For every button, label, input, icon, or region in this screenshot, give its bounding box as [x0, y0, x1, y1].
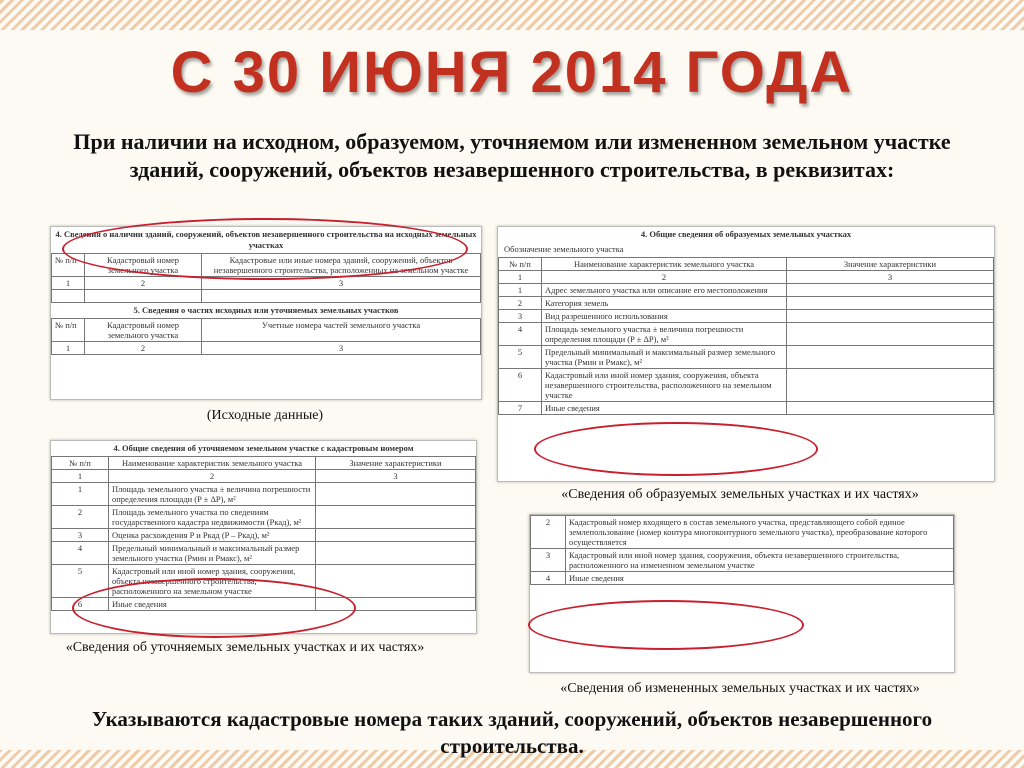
row-number: 4	[499, 323, 542, 346]
row-number: 6	[499, 369, 542, 402]
doc1-col-parts: Учетные номера частей земельного участка	[202, 319, 481, 342]
row-number: 1	[52, 483, 109, 506]
doc2-table	[498, 257, 994, 415]
table-row	[531, 572, 954, 585]
doc1-col-other-numbers: Кадастровые или иные номера зданий, сооружений, объектов незавершенного строительства, расположенных на земельном участке	[202, 254, 481, 277]
table-row	[52, 529, 476, 542]
doc1-cell: 1	[52, 277, 85, 290]
row-value	[316, 529, 476, 542]
table-row	[52, 506, 476, 529]
doc2-cell: 2	[542, 271, 787, 284]
doc2-col-name: Наименование характеристик земельного участка	[542, 258, 787, 271]
doc1-cell: 2	[85, 342, 202, 355]
table-row	[499, 284, 994, 297]
table-row	[499, 346, 994, 369]
row-number: 2	[52, 506, 109, 529]
changed-plots-document	[529, 514, 955, 673]
doc1-cell: 3	[202, 277, 481, 290]
row-number: 2	[499, 297, 542, 310]
doc1-col-num: № п/п	[52, 319, 85, 342]
table-row	[531, 516, 954, 549]
row-number: 4	[531, 572, 566, 585]
doc1-table-parts	[51, 318, 481, 355]
doc2-cell: 3	[787, 271, 994, 284]
row-number: 5	[52, 565, 109, 598]
caption-refined-plots: «Сведения об уточняемых земельных участках и их частях»	[65, 640, 425, 655]
table-row	[499, 402, 994, 415]
table-row	[52, 483, 476, 506]
row-value	[316, 483, 476, 506]
row-characteristic: Площадь земельного участка ± величина погрешности определения площади (P ± ΔP), м²	[109, 483, 316, 506]
doc1-col-cadastral: Кадастровый номер земельного участка	[85, 319, 202, 342]
doc1-section5-title: 5. Сведения о частях исходных или уточняемых земельных участков	[133, 305, 399, 315]
row-value	[787, 346, 994, 369]
row-value	[316, 506, 476, 529]
slide-title: С 30 ИЮНЯ 2014 ГОДА	[170, 40, 854, 105]
highlight-ellipse	[62, 218, 468, 280]
doc1-col-cadastral: Кадастровый номер земельного участка	[85, 254, 202, 277]
row-characteristic: Категория земель	[542, 297, 787, 310]
highlight-ellipse	[72, 578, 356, 638]
table-row	[499, 323, 994, 346]
table-row	[499, 369, 994, 402]
row-number: 3	[499, 310, 542, 323]
caption-changed-plots: «Сведения об измененных земельных участках и их частях»	[560, 681, 920, 696]
caption-formed-plots: «Сведения об образуемых земельных участках и их частях»	[561, 487, 919, 502]
doc1-col-num: № п/п	[52, 254, 85, 277]
table-row	[499, 297, 994, 310]
row-number: 1	[499, 284, 542, 297]
row-characteristic: Адрес земельного участка или описание его местоположения	[542, 284, 787, 297]
row-value	[316, 565, 476, 598]
doc3-col-num: № п/п	[52, 457, 109, 470]
row-characteristic: Оценка расхождения P и Pкад (P – Pкад), м²	[109, 529, 316, 542]
intro-text: При наличии на исходном, образуемом, уточняемом или измененном земельном участке зданий, сооружений, объектов незавершенного строительства, в реквизитах:	[73, 129, 951, 182]
row-number: 3	[531, 549, 566, 572]
row-characteristic: Площадь земельного участка ± величина погрешности определения площади (P ± ΔP), м²	[542, 323, 787, 346]
doc2-title: 4. Общие сведения об образуемых земельных участках	[640, 229, 852, 239]
row-characteristic: Кадастровый или иной номер здания, сооружения, объекта незавершенного строительства, расположенного на земельном участке	[542, 369, 787, 402]
row-number: 3	[52, 529, 109, 542]
doc2-cell: 1	[499, 271, 542, 284]
doc3-title: 4. Общие сведения об уточняемом земельном участке с кадастровым номером	[113, 443, 414, 453]
doc1-section4-title: 4. Сведения о наличии зданий, сооружений, объектов незавершенного строительства на исходных земельных участках	[55, 229, 477, 250]
row-number: 7	[499, 402, 542, 415]
doc3-col-name: Наименование характеристик земельного участка	[109, 457, 316, 470]
doc3-cell: 1	[52, 470, 109, 483]
table-row	[499, 310, 994, 323]
row-characteristic: Предельный минимальный и максимальный размер земельного участка (Pмин и Pмакс), м²	[109, 542, 316, 565]
doc2-col-value: Значение характеристики	[787, 258, 994, 271]
row-value	[787, 323, 994, 346]
row-value	[787, 284, 994, 297]
doc2-designation: Обозначение земельного участка	[504, 244, 624, 254]
row-number: 2	[531, 516, 566, 549]
row-characteristic: Площадь земельного участка по сведениям государственного кадастра недвижимости (Pкад), м²	[109, 506, 316, 529]
row-characteristic: Иные сведения	[542, 402, 787, 415]
doc1-cell: 2	[85, 277, 202, 290]
row-number: 4	[52, 542, 109, 565]
doc3-cell: 3	[316, 470, 476, 483]
row-value	[787, 402, 994, 415]
table-row	[52, 542, 476, 565]
decorative-top-stripes	[0, 0, 1024, 30]
table-row	[531, 549, 954, 572]
caption-source-data: (Исходные данные)	[206, 408, 324, 423]
row-characteristic: Вид разрешенного использования	[542, 310, 787, 323]
row-characteristic: Кадастровый или иной номер здания, сооружения, объекта незавершенного строительства, расположенного на измененном земельном участке	[566, 549, 954, 572]
doc1-cell: 3	[202, 342, 481, 355]
row-value	[787, 369, 994, 402]
doc1-cell: 1	[52, 342, 85, 355]
row-characteristic: Иные сведения	[566, 572, 954, 585]
doc4-table	[530, 515, 954, 585]
doc3-cell: 2	[109, 470, 316, 483]
row-characteristic: Иные сведения	[109, 598, 316, 611]
row-value	[787, 310, 994, 323]
row-characteristic: Кадастровый номер входящего в состав земельного участка, представляющего собой единое землепользование (номер контура многоконтурного земельного участка), преобразование которого осуществляется	[566, 516, 954, 549]
doc2-col-num: № п/п	[499, 258, 542, 271]
row-value	[316, 542, 476, 565]
row-value	[787, 297, 994, 310]
highlight-ellipse	[528, 600, 804, 650]
highlight-ellipse	[534, 422, 818, 476]
row-number: 5	[499, 346, 542, 369]
conclusion-text: Указываются кадастровые номера таких зданий, сооружений, объектов незавершенного строительства.	[91, 707, 933, 758]
doc3-col-value: Значение характеристики	[316, 457, 476, 470]
row-characteristic: Кадастровый или иной номер здания, сооружения, объекта незавершенного строительства, расположенного на земельном участке	[109, 565, 316, 598]
row-characteristic: Предельный минимальный и максимальный размер земельного участка (Pмин и Pмакс), м²	[542, 346, 787, 369]
row-number: 6	[52, 598, 109, 611]
